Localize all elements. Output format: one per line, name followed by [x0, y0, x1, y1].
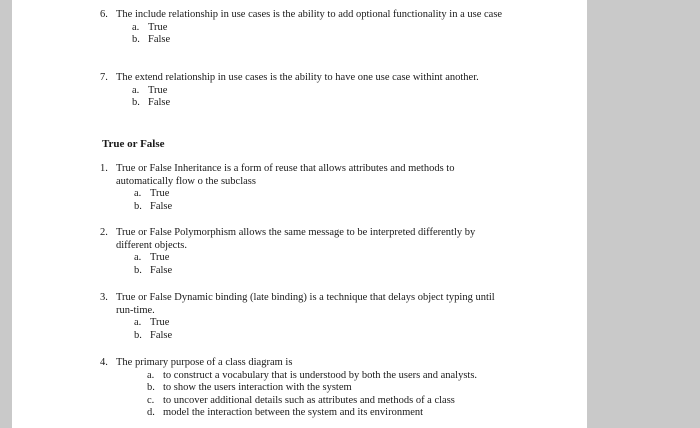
option-b: b. False	[134, 264, 173, 276]
option-d: d. model the interaction between the system and its environment	[147, 407, 424, 418]
question-number: 3.	[100, 292, 108, 303]
question-number: 4.	[100, 357, 108, 368]
question-number: 2.	[100, 227, 108, 238]
question-tf-3	[100, 292, 511, 342]
option-a: a. True	[134, 317, 170, 328]
option-a: a. to construct a vocabulary that is understood by both the users and analysts.	[147, 369, 478, 381]
section-heading: True or False	[102, 138, 165, 150]
option-c: c. to uncover additional details such as attributes and methods of a class	[147, 394, 455, 406]
question-number: 1.	[100, 163, 108, 174]
question-text: The include relationship in use cases is the ability to add optional functionality in a use case	[116, 9, 503, 20]
question-number: 7.	[100, 72, 108, 83]
question-text: True or False Dynamic binding (late binding) is a technique that delays object typing until run-time.	[116, 292, 495, 316]
question-text: True or False Polymorphism allows the same message to be interpreted differently by different objects.	[116, 227, 476, 251]
question-tf-4	[100, 357, 516, 420]
option-b: b. False	[132, 97, 171, 108]
question-text: The primary purpose of a class diagram is	[116, 357, 293, 368]
question-number: 6.	[100, 9, 108, 20]
document-page	[12, 0, 587, 428]
question-tf-2	[100, 227, 511, 277]
question-text: True or False Inheritance is a form of reuse that allows attributes and methods to automatically flow o the subclass	[116, 163, 455, 187]
question-7	[100, 72, 486, 110]
option-a: a. True	[134, 188, 170, 199]
option-b: b. to show the users interaction with the system	[147, 382, 352, 393]
question-text: The extend relationship in use cases is the ability to have one use case withint another.	[116, 72, 479, 83]
option-a: a. True	[134, 252, 170, 263]
option-a: a. True	[132, 21, 168, 33]
question-6	[100, 9, 516, 47]
document-body	[12, 0, 587, 428]
option-b: b. False	[132, 34, 171, 45]
option-b: b. False	[134, 200, 173, 212]
option-b: b. False	[134, 329, 173, 341]
option-a: a. True	[132, 84, 168, 96]
question-tf-1	[100, 163, 494, 213]
